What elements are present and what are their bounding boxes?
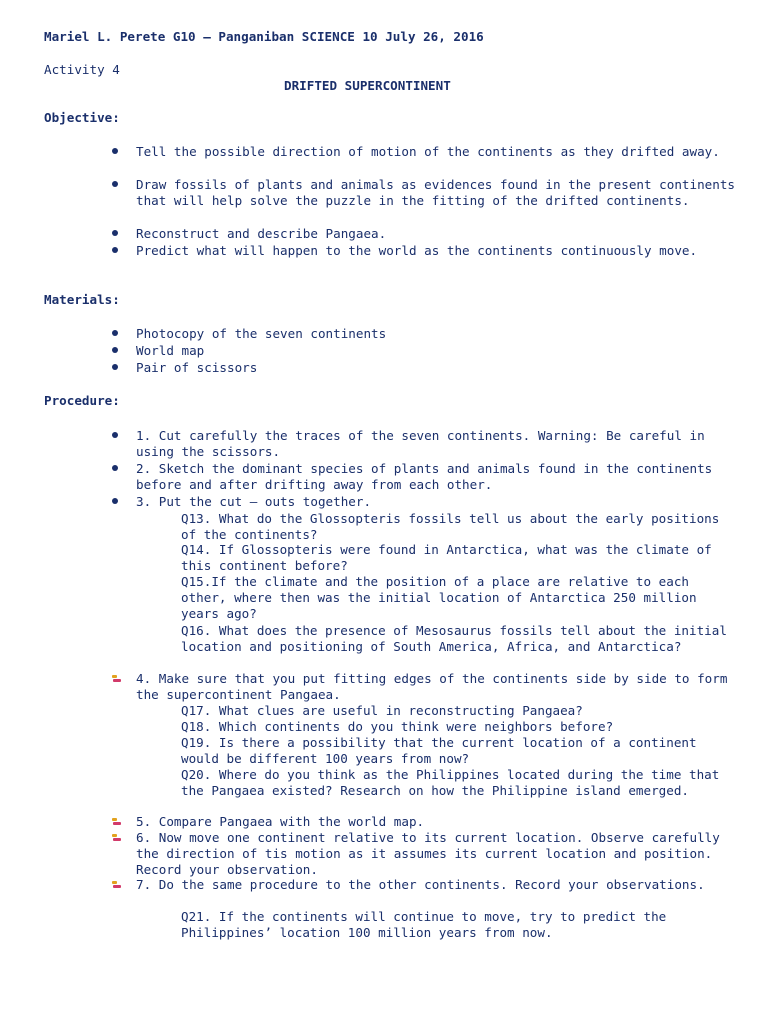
header-line: Mariel L. Perete G10 – Panganiban SCIENCE 10 July 26, 2016: [44, 29, 484, 44]
bullet-icon: [112, 230, 118, 236]
document-title: DRIFTED SUPERCONTINENT: [284, 78, 451, 93]
activity-label: Activity 4: [44, 62, 120, 77]
procedure-step: 4. Make sure that you put fitting edges of the continents side by side to form the supercontinent Pangaea.: [136, 671, 728, 703]
ornament-bullet-icon: [112, 818, 121, 825]
ornament-bullet-icon: [112, 881, 121, 888]
bullet-icon: [112, 432, 118, 438]
materials-item: Pair of scissors: [136, 360, 258, 375]
question-item: Q21. If the continents will continue to move, try to predict the Philippines’ location 100 million years from now.: [181, 909, 667, 941]
question-item: Q18. Which continents do you think were neighbors before?: [181, 719, 614, 734]
objective-heading: Objective:: [44, 110, 120, 125]
materials-heading: Materials:: [44, 292, 120, 307]
procedure-step: 5. Compare Pangaea with the world map.: [136, 814, 425, 829]
procedure-step: 6. Now move one continent relative to its current location. Observe carefully the direction of tis motion as it assumes its current location and position. Record your observation.: [136, 830, 720, 878]
question-item: Q14. If Glossopteris were found in Antarctica, what was the climate of this continent before?: [181, 542, 712, 574]
question-item: Q17. What clues are useful in reconstructing Pangaea?: [181, 703, 583, 718]
procedure-step: 7. Do the same procedure to the other continents. Record your observations.: [136, 877, 705, 892]
bullet-icon: [112, 498, 118, 504]
question-item: Q20. Where do you think as the Philippines located during the time that the Pangaea existed? Research on how the Philippine island emerged.: [181, 767, 720, 799]
materials-item: Photocopy of the seven continents: [136, 326, 387, 341]
bullet-icon: [112, 330, 118, 336]
ornament-bullet-icon: [112, 675, 121, 682]
procedure-step: 3. Put the cut – outs together.: [136, 494, 372, 509]
bullet-icon: [112, 364, 118, 370]
bullet-icon: [112, 347, 118, 353]
bullet-icon: [112, 148, 118, 154]
question-item: Q15.If the climate and the position of a place are relative to each other, where then was the initial location of Antarctica 250 million years ago?: [181, 574, 697, 622]
bullet-icon: [112, 181, 118, 187]
bullet-icon: [112, 247, 118, 253]
objective-item: Tell the possible direction of motion of the continents as they drifted away.: [136, 144, 720, 159]
procedure-heading: Procedure:: [44, 393, 120, 408]
procedure-step: 1. Cut carefully the traces of the seven continents. Warning: Be careful in using the scissors.: [136, 428, 705, 460]
objective-item: Predict what will happen to the world as the continents continuously move.: [136, 243, 698, 258]
ornament-bullet-icon: [112, 834, 121, 841]
bullet-icon: [112, 465, 118, 471]
question-item: Q19. Is there a possibility that the current location of a continent would be different 100 years from now?: [181, 735, 697, 767]
question-item: Q16. What does the presence of Mesosaurus fossils tell about the initial location and positioning of South America, Africa, and Antarctica?: [181, 623, 727, 655]
question-item: Q13. What do the Glossopteris fossils tell us about the early positions of the continents?: [181, 511, 720, 543]
objective-item: Reconstruct and describe Pangaea.: [136, 226, 387, 241]
materials-item: World map: [136, 343, 205, 358]
objective-item: Draw fossils of plants and animals as evidences found in the present continents that will help solve the puzzle in the fitting of the drifted continents.: [136, 177, 735, 209]
procedure-step: 2. Sketch the dominant species of plants and animals found in the continents before and after drifting away from each other.: [136, 461, 713, 493]
